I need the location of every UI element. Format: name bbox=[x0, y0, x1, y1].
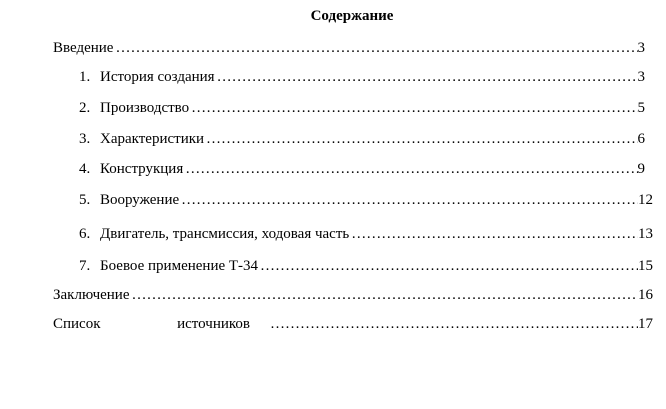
dot-leader bbox=[179, 190, 638, 210]
toc-entry-page: 17 bbox=[638, 316, 653, 332]
toc-entry-label: Боевое применение Т-34 bbox=[100, 258, 259, 274]
toc-entry-page: 15 bbox=[638, 258, 653, 274]
toc-entry-number: 5. bbox=[79, 192, 91, 208]
toc-entry-page: 6 bbox=[637, 131, 645, 147]
toc-entry-label: Введение bbox=[53, 40, 114, 56]
toc-entry-label-word: Список bbox=[53, 316, 101, 332]
toc-entry-conclusion bbox=[53, 285, 653, 305]
toc-entry-number: 6. bbox=[79, 226, 91, 242]
toc-title: Содержание bbox=[310, 8, 394, 24]
toc-entry-page: 12 bbox=[638, 192, 653, 208]
toc-entry-page: 3 bbox=[637, 69, 645, 85]
toc-entry-page: 13 bbox=[638, 226, 653, 242]
toc-entry-4 bbox=[79, 159, 645, 179]
toc-entry-page: 5 bbox=[637, 100, 645, 116]
toc-entry-3 bbox=[79, 129, 645, 149]
toc-entry-label: Конструкция bbox=[100, 161, 184, 177]
toc-entry-label-word: источников bbox=[177, 316, 250, 332]
toc-entry-sources bbox=[53, 314, 653, 334]
toc-entry-label bbox=[53, 314, 250, 334]
toc-entry-5 bbox=[79, 190, 653, 210]
toc-entry-2 bbox=[79, 98, 645, 118]
toc-entry-number: 3. bbox=[79, 131, 91, 147]
toc-entry-page: 16 bbox=[638, 287, 653, 303]
dot-leader bbox=[250, 314, 638, 334]
dot-leader bbox=[113, 38, 637, 58]
toc-entry-label: Производство bbox=[100, 100, 190, 116]
toc-entry-page: 9 bbox=[637, 161, 645, 177]
toc-entry-number: 7. bbox=[79, 258, 91, 274]
dot-leader bbox=[258, 256, 638, 276]
toc-entry-1 bbox=[79, 67, 645, 87]
dot-leader bbox=[349, 224, 638, 244]
dot-leader bbox=[183, 159, 637, 179]
toc-entry-6 bbox=[79, 224, 653, 244]
dot-leader bbox=[130, 285, 639, 305]
toc-entry-intro bbox=[53, 38, 645, 58]
dot-leader bbox=[215, 67, 638, 87]
dot-leader bbox=[189, 98, 637, 118]
toc-entry-label: История создания bbox=[100, 69, 215, 85]
toc-entry-page: 3 bbox=[637, 40, 645, 56]
toc-entry-label: Характеристики bbox=[100, 131, 205, 147]
toc-entry-number: 2. bbox=[79, 100, 91, 116]
toc-entry-label: Заключение bbox=[53, 287, 130, 303]
toc-entry-label: Вооружение bbox=[100, 192, 180, 208]
dot-leader bbox=[204, 129, 637, 149]
toc-entry-number: 1. bbox=[79, 69, 91, 85]
toc-entry-label: Двигатель, трансмиссия, ходовая часть bbox=[100, 226, 350, 242]
toc-entry-number: 4. bbox=[79, 161, 91, 177]
toc-entry-7 bbox=[79, 256, 653, 276]
